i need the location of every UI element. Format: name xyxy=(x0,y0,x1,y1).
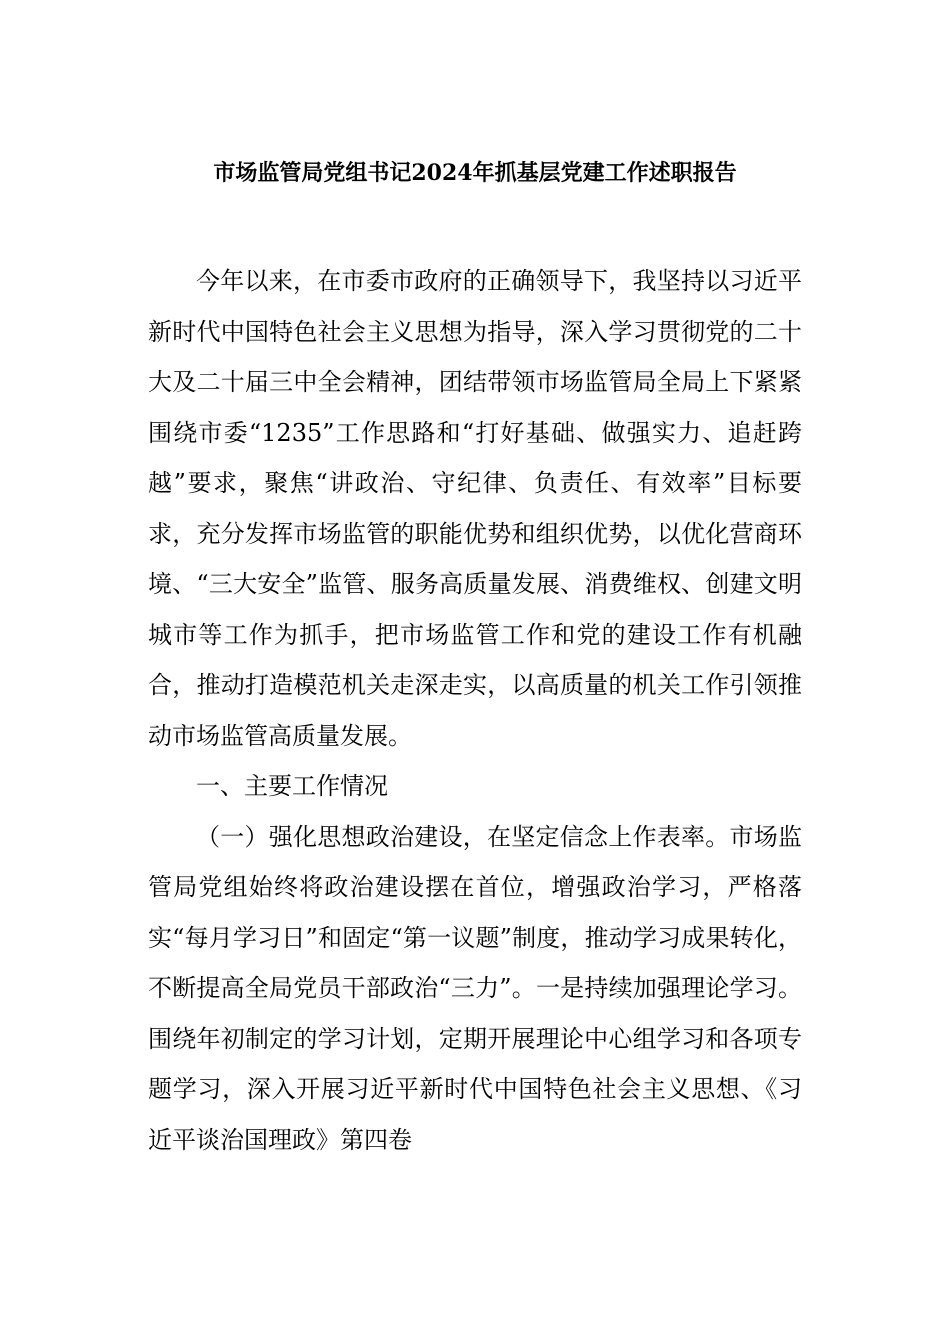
document-body xyxy=(148,256,802,1165)
paragraph-subsection-one: （一）强化思想政治建设，在坚定信念上作表率。市场监管局党组始终将政治建设摆在首位，增强政治学习，严格落实“每月学习日”和固定“第一议题”制度，推动学习成果转化，不断提高全局党员干部政治“三力”。一是持续加强理论学习。围绕年初制定的学习计划，定期开展理论中心组学习和各项专题学习，深入开展习近平新时代中国特色社会主义思想、《习近平谈治国理政》第四卷 xyxy=(148,822,802,1154)
paragraph-intro: 今年以来，在市委市政府的正确领导下，我坚持以习近平新时代中国特色社会主义思想为指导，深入学习贯彻党的二十大及二十届三中全会精神，团结带领市场监管局全局上下紧紧围绕市委“1235”工作思路和“打好基础、做强实力、追赶跨越”要求，聚焦“讲政治、守纪律、负责任、有效率”目标要求，充分发挥市场监管的职能优势和组织优势，以优化营商环境、“三大安全”监管、服务高质量发展、消费维权、创建文明城市等工作为抓手，把市场监管工作和党的建设工作有机融合，推动打造模范机关走深走实，以高质量的机关工作引领推动市场监管高质量发展。 xyxy=(148,267,802,750)
paragraph-section-heading: 一、主要工作情况 xyxy=(196,772,388,800)
document-title: 市场监管局党组书记2024年抓基层党建工作述职报告 xyxy=(213,160,737,186)
